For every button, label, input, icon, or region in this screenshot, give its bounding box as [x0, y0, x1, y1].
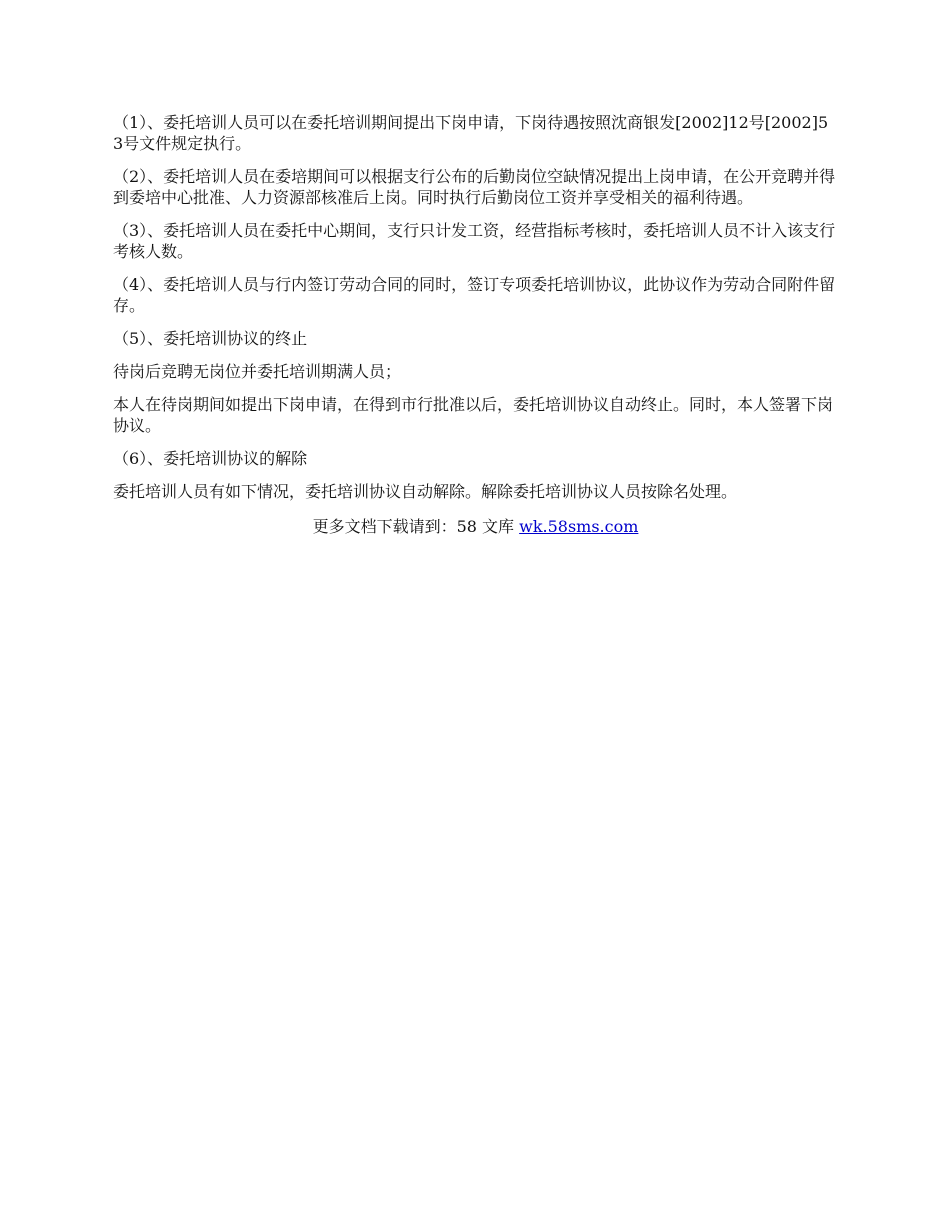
download-footer [113, 516, 838, 537]
paragraph-2: （2）、委托培训人员在委培期间可以根据支行公布的后勤岗位空缺情况提出上岗申请，在公开竞聘并得到委培中心批准、人力资源部核准后上岗。同时执行后勤岗位工资并享受相关的福利待遇。 [113, 167, 836, 207]
footer-text: 更多文档下载请到：58 文库 [312, 517, 520, 536]
paragraph-5-heading: （5）、委托培训协议的终止 [113, 329, 308, 348]
paragraph-3: （3）、委托培训人员在委托中心期间，支行只计发工资，经营指标考核时，委托培训人员不计入该支行考核人数。 [113, 221, 836, 261]
paragraph-6: 待岗后竞聘无岗位并委托培训期满人员； [113, 362, 402, 381]
paragraph-8-heading: （6）、委托培训协议的解除 [113, 449, 308, 468]
paragraph-4: （4）、委托培训人员与行内签订劳动合同的同时，签订专项委托培训协议，此协议作为劳动合同附件留存。 [113, 275, 836, 315]
footer-link[interactable]: wk.58sms.com [519, 517, 639, 536]
paragraph-7: 本人在待岗期间如提出下岗申请，在得到市行批准以后，委托培训协议自动终止。同时，本人签署下岗协议。 [113, 395, 834, 435]
paragraph-1: （1）、委托培训人员可以在委托培训期间提出下岗申请，下岗待遇按照沈商银发[2002]12号[2002]53号文件规定执行。 [113, 113, 829, 153]
document-body [113, 112, 838, 537]
paragraph-9: 委托培训人员有如下情况，委托培训协议自动解除。解除委托培训协议人员按除名处理。 [113, 482, 738, 501]
